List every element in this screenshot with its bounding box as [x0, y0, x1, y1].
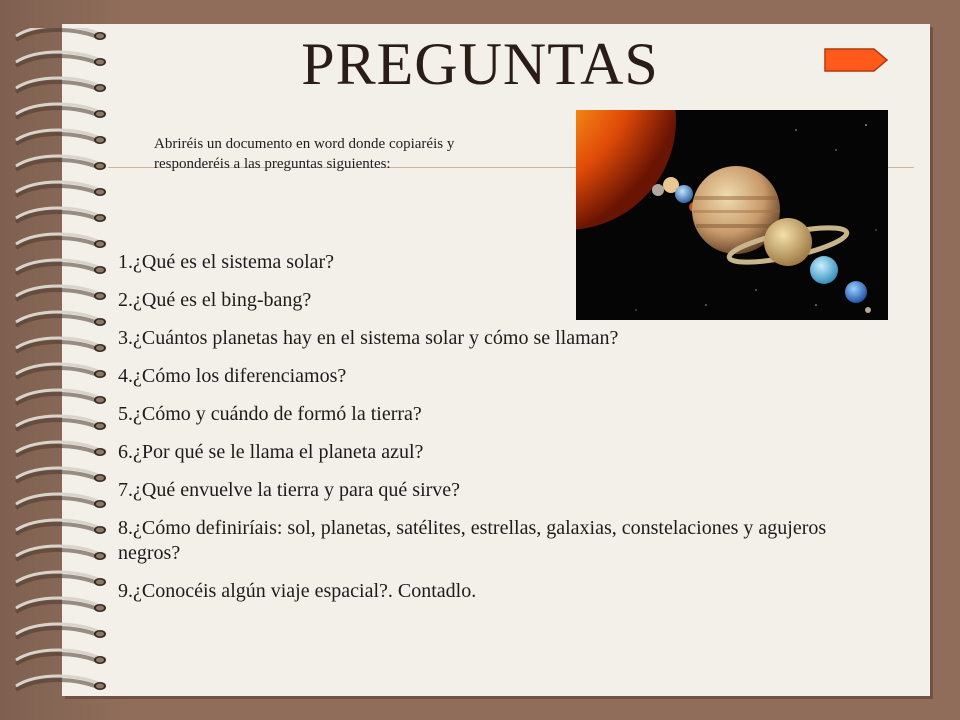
spiral-ring — [16, 494, 106, 508]
instructions-text: Abriréis un documento en word donde copiaréis y responderéis a las preguntas siguientes: — [154, 136, 455, 172]
spiral-ring — [16, 182, 106, 196]
questions-list — [118, 250, 888, 617]
spiral-binding-icon — [8, 28, 108, 708]
spiral-ring — [16, 598, 106, 612]
spiral-ring — [16, 312, 106, 326]
question-item: 3.¿Cuántos planetas hay en el sistema solar y cómo se llaman? — [118, 327, 619, 349]
spiral-ring — [16, 260, 106, 274]
next-arrow-icon[interactable] — [824, 48, 888, 72]
spiral-ring — [16, 650, 106, 664]
question-item: 1.¿Qué es el sistema solar? — [118, 251, 335, 273]
question-item: 5.¿Cómo y cuándo de formó la tierra? — [118, 403, 422, 425]
spiral-ring — [16, 520, 106, 534]
question-item: 4.¿Cómo los diferenciamos? — [118, 365, 347, 387]
question-item: 7.¿Qué envuelve la tierra y para qué sirve? — [118, 479, 461, 501]
spiral-ring — [16, 208, 106, 222]
question-item: 9.¿Conocéis algún viaje espacial?. Contadlo. — [118, 580, 477, 602]
spiral-ring — [16, 572, 106, 586]
spiral-ring — [16, 390, 106, 404]
spiral-ring — [16, 624, 106, 638]
question-item: 2.¿Qué es el bing-bang? — [118, 289, 312, 311]
spiral-ring — [16, 676, 106, 690]
spiral-ring — [16, 364, 106, 378]
question-item: 8.¿Cómo definiríais: sol, planetas, satélites, estrellas, galaxias, constelaciones y agujeros negros? — [118, 517, 827, 564]
spiral-ring — [16, 156, 106, 170]
question-item: 6.¿Por qué se le llama el planeta azul? — [118, 441, 424, 463]
spiral-ring — [16, 468, 106, 482]
spiral-ring — [16, 286, 106, 300]
page-title: PREGUNTAS — [301, 31, 659, 97]
spiral-ring — [16, 234, 106, 248]
spiral-ring — [16, 546, 106, 560]
spiral-ring — [16, 442, 106, 456]
spiral-ring — [16, 130, 106, 144]
spiral-ring — [16, 104, 106, 118]
spiral-ring — [16, 416, 106, 430]
spiral-ring — [16, 338, 106, 352]
